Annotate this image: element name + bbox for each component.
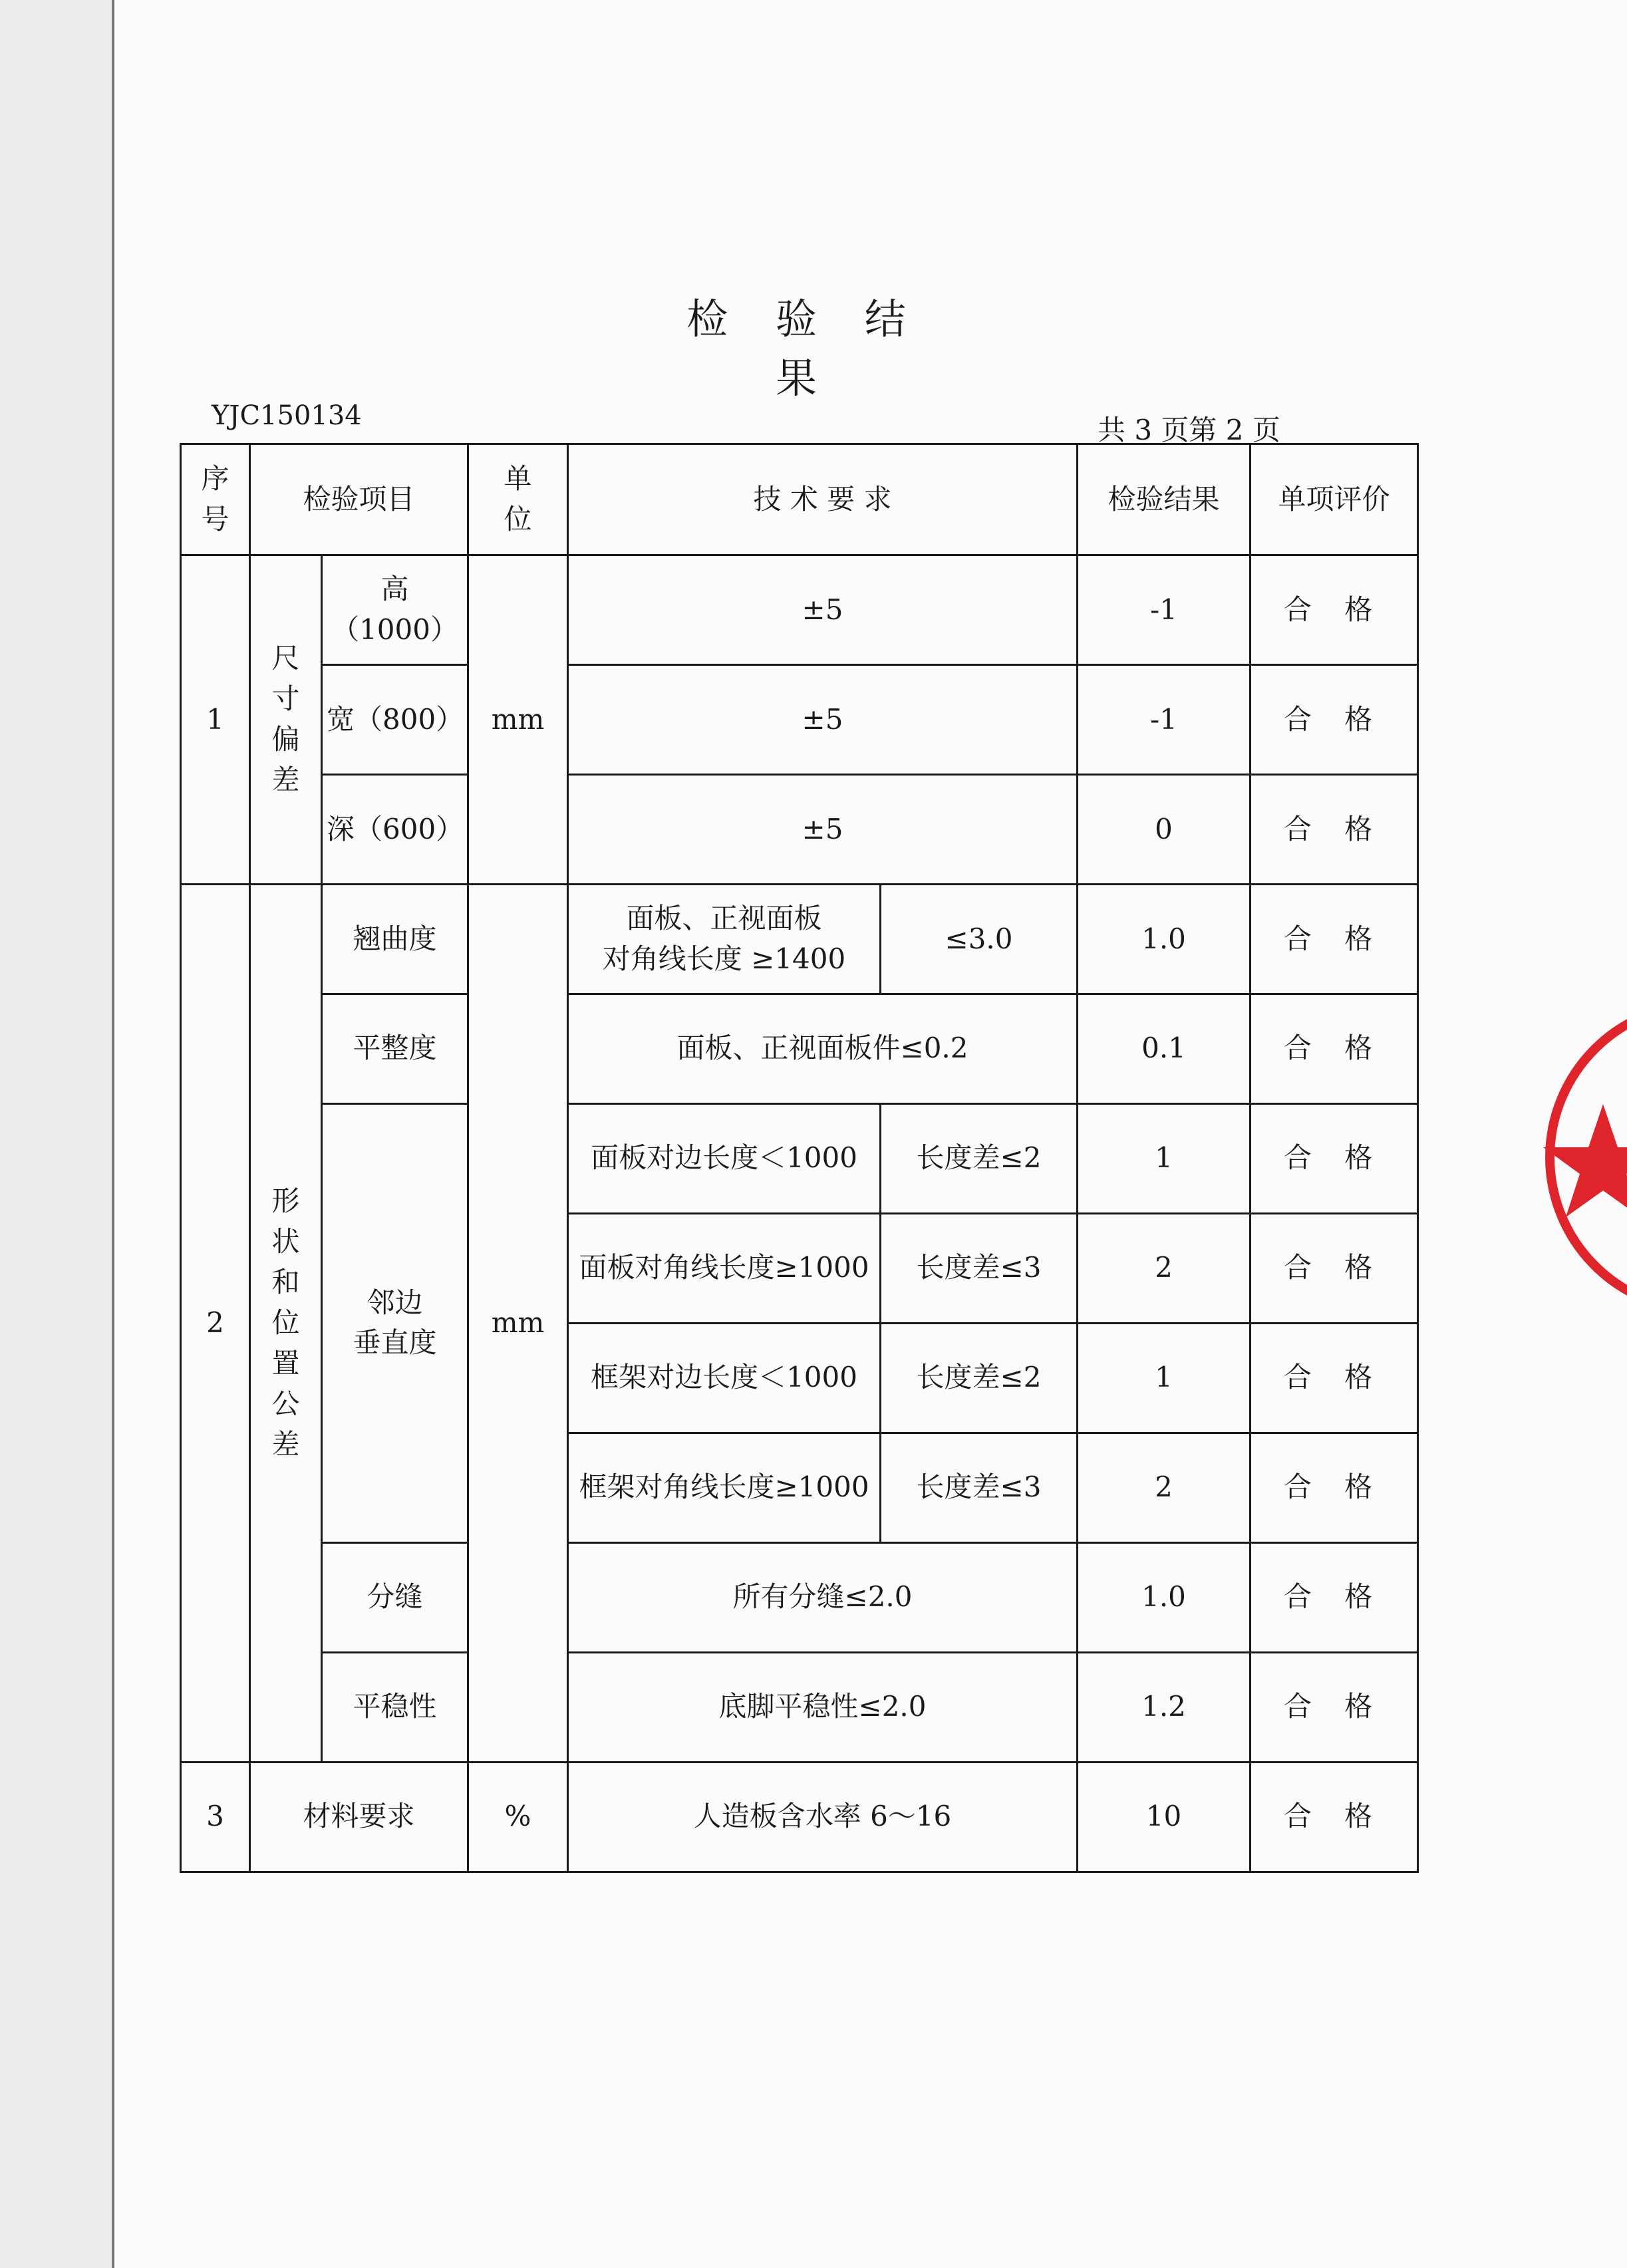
sub-item: 分缝 bbox=[322, 1542, 468, 1652]
result-cell: 1.0 bbox=[1078, 884, 1251, 994]
result-cell: 10 bbox=[1078, 1762, 1251, 1872]
evaluation-cell: 合 格 bbox=[1251, 994, 1418, 1103]
evaluation-cell: 合 格 bbox=[1251, 1433, 1418, 1542]
inspection-stamp bbox=[1537, 988, 1627, 1327]
group-name-material: 材料要求 bbox=[250, 1762, 468, 1872]
header-evaluation: 单项评价 bbox=[1251, 444, 1418, 555]
requirement-cell: 面板、正视面板件≤0.2 bbox=[568, 994, 1078, 1103]
evaluation-cell: 合 格 bbox=[1251, 1213, 1418, 1323]
evaluation-cell: 合 格 bbox=[1251, 555, 1418, 665]
unit-cell: mm bbox=[468, 555, 568, 885]
header-row bbox=[181, 444, 1418, 555]
seq-cell: 1 bbox=[181, 555, 250, 885]
table-row bbox=[181, 1103, 1418, 1213]
requirement-cell: 面板、正视面板 对角线长度 ≥1400 bbox=[568, 884, 881, 994]
requirement-cell: ±5 bbox=[568, 555, 1078, 665]
unit-cell: % bbox=[468, 1762, 568, 1872]
result-cell: 1.2 bbox=[1078, 1652, 1251, 1762]
requirement-limit: 长度差≤3 bbox=[881, 1433, 1078, 1542]
sub-item: 平整度 bbox=[322, 994, 468, 1103]
document-title: 检 验 结 果 bbox=[686, 295, 923, 402]
evaluation-cell: 合 格 bbox=[1251, 1323, 1418, 1433]
evaluation-cell: 合 格 bbox=[1251, 1542, 1418, 1652]
requirement-cell: 框架对边长度＜1000 bbox=[568, 1323, 881, 1433]
requirement-cell: ±5 bbox=[568, 664, 1078, 774]
inspection-results-table bbox=[180, 443, 1419, 1873]
evaluation-cell: 合 格 bbox=[1251, 1103, 1418, 1213]
table-row bbox=[181, 774, 1418, 884]
requirement-cell: ±5 bbox=[568, 774, 1078, 884]
requirement-cell: 人造板含水率 6～16 bbox=[568, 1762, 1078, 1872]
result-cell: 2 bbox=[1078, 1213, 1251, 1323]
sub-item-perpendicularity: 邻边 垂直度 bbox=[322, 1103, 468, 1542]
seq-cell: 2 bbox=[181, 884, 250, 1762]
group-name-shape-tolerance: 形 状 和 位 置 公 差 bbox=[250, 884, 322, 1762]
table-row bbox=[181, 884, 1418, 994]
unit-cell: mm bbox=[468, 884, 568, 1762]
requirement-limit: 长度差≤2 bbox=[881, 1103, 1078, 1213]
result-cell: 2 bbox=[1078, 1433, 1251, 1542]
requirement-cell: 面板对边长度＜1000 bbox=[568, 1103, 881, 1213]
evaluation-cell: 合 格 bbox=[1251, 664, 1418, 774]
header-requirement: 技 术 要 求 bbox=[568, 444, 1078, 555]
header-unit: 单 位 bbox=[468, 444, 568, 555]
evaluation-cell: 合 格 bbox=[1251, 884, 1418, 994]
table-row bbox=[181, 555, 1418, 665]
requirement-cell: 底脚平稳性≤2.0 bbox=[568, 1652, 1078, 1762]
table-row bbox=[181, 1542, 1418, 1652]
page-indicator: 共 3 页第 2 页 bbox=[1098, 414, 1280, 446]
sub-item: 翘曲度 bbox=[322, 884, 468, 994]
table-row bbox=[181, 1762, 1418, 1872]
sub-item: 高（1000） bbox=[322, 555, 468, 665]
sub-item: 宽（800） bbox=[322, 664, 468, 774]
table-row bbox=[181, 664, 1418, 774]
result-cell: 0 bbox=[1078, 774, 1251, 884]
table-row bbox=[181, 994, 1418, 1103]
sub-item: 深（600） bbox=[322, 774, 468, 884]
result-cell: 0.1 bbox=[1078, 994, 1251, 1103]
seq-cell: 3 bbox=[181, 1762, 250, 1872]
header-seq: 序 号 bbox=[181, 444, 250, 555]
group-name-dimension: 尺 寸 偏 差 bbox=[250, 555, 322, 885]
report-number: YJC150134 bbox=[212, 400, 362, 431]
table-row bbox=[181, 1652, 1418, 1762]
result-cell: 1 bbox=[1078, 1103, 1251, 1213]
evaluation-cell: 合 格 bbox=[1251, 1652, 1418, 1762]
requirement-cell: 所有分缝≤2.0 bbox=[568, 1542, 1078, 1652]
requirement-cell: 面板对角线长度≥1000 bbox=[568, 1213, 881, 1323]
result-cell: 1 bbox=[1078, 1323, 1251, 1433]
result-cell: 1.0 bbox=[1078, 1542, 1251, 1652]
scan-left-edge bbox=[0, 0, 114, 2268]
requirement-limit: 长度差≤3 bbox=[881, 1213, 1078, 1323]
evaluation-cell: 合 格 bbox=[1251, 774, 1418, 884]
header-item: 检验项目 bbox=[250, 444, 468, 555]
requirement-cell: 框架对角线长度≥1000 bbox=[568, 1433, 881, 1542]
requirement-limit: 长度差≤2 bbox=[881, 1323, 1078, 1433]
sub-item: 平稳性 bbox=[322, 1652, 468, 1762]
result-cell: -1 bbox=[1078, 555, 1251, 665]
result-cell: -1 bbox=[1078, 664, 1251, 774]
requirement-limit: ≤3.0 bbox=[881, 884, 1078, 994]
evaluation-cell: 合 格 bbox=[1251, 1762, 1418, 1872]
header-result: 检验结果 bbox=[1078, 444, 1251, 555]
